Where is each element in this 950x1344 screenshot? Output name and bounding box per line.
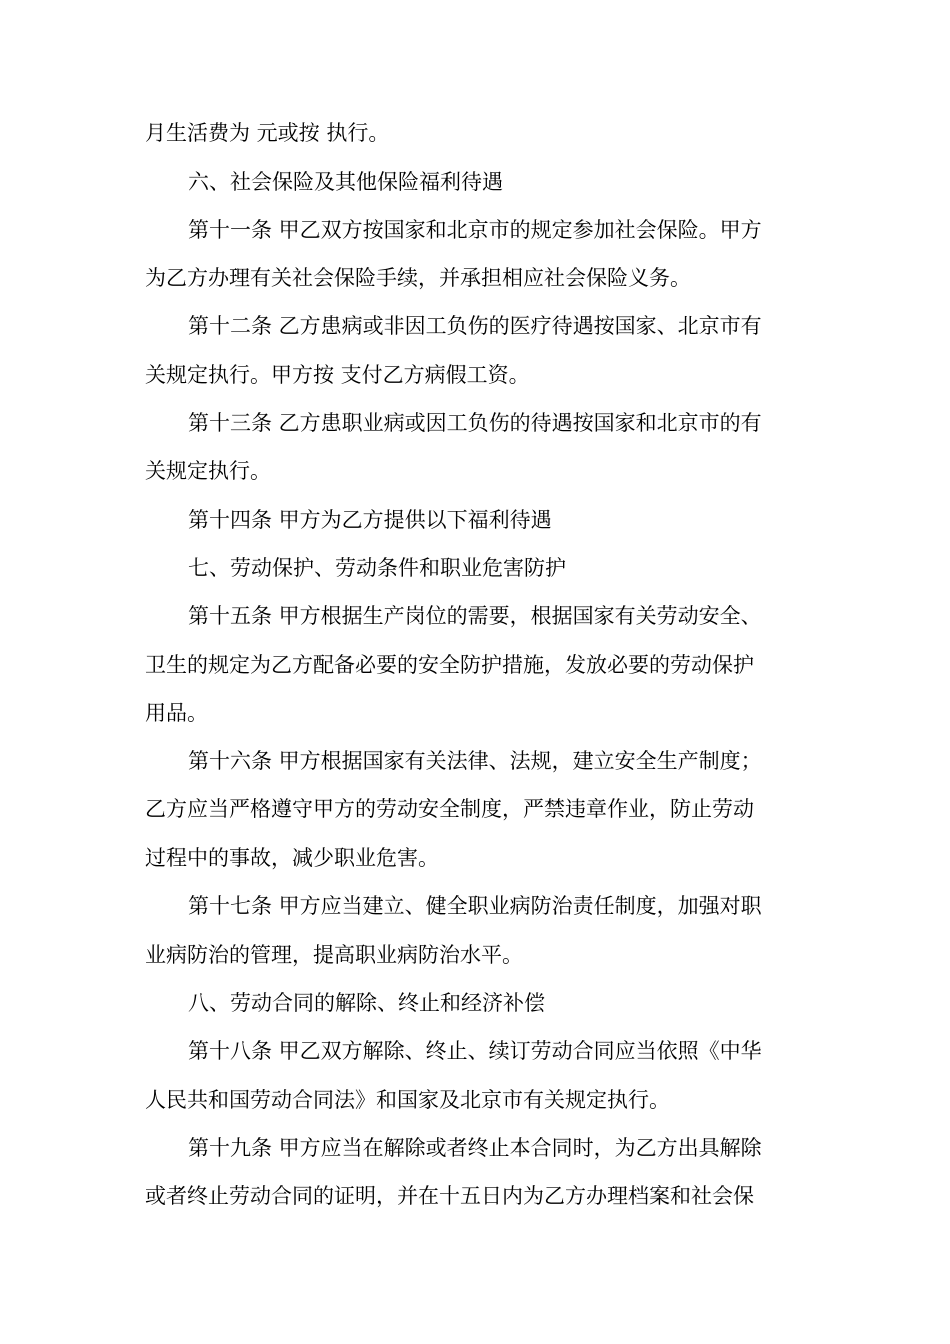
article-15-line-3: 用品。 [145, 701, 208, 725]
article-11-line-1: 第十一条 甲乙双方按国家和北京市的规定参加社会保险。甲方 [188, 218, 762, 242]
article-16-line-2: 乙方应当严格遵守甲方的劳动安全制度，严禁违章作业，防止劳动 [145, 797, 754, 821]
article-12-line-1: 第十二条 乙方患病或非因工负伤的医疗待遇按国家、北京市有 [188, 314, 762, 338]
article-16-line-1: 第十六条 甲方根据国家有关法律、法规，建立安全生产制度； [188, 749, 762, 773]
text-line-1: 月生活费为 元或按 执行。 [145, 121, 390, 145]
article-19-line-2: 或者终止劳动合同的证明，并在十五日内为乙方办理档案和社会保 [145, 1184, 754, 1208]
article-13-line-2: 关规定执行。 [145, 459, 271, 483]
article-17-line-1: 第十七条 甲方应当建立、健全职业病防治责任制度，加强对职 [188, 894, 762, 918]
article-19-line-1: 第十九条 甲方应当在解除或者终止本合同时，为乙方出具解除 [188, 1136, 762, 1160]
article-12-line-2: 关规定执行。甲方按 支付乙方病假工资。 [145, 363, 530, 387]
article-15-line-2: 卫生的规定为乙方配备必要的安全防护措施，发放必要的劳动保护 [145, 653, 754, 677]
article-16-line-3: 过程中的事故，减少职业危害。 [145, 846, 439, 870]
article-11-line-2: 为乙方办理有关社会保险手续，并承担相应社会保险义务。 [145, 266, 691, 290]
article-17-line-2: 业病防治的管理，提高职业病防治水平。 [145, 943, 523, 967]
article-13-line-1: 第十三条 乙方患职业病或因工负伤的待遇按国家和北京市的有 [188, 411, 762, 435]
section-heading-termination: 八、劳动合同的解除、终止和经济补偿 [188, 991, 545, 1015]
section-heading-social-insurance: 六、社会保险及其他保险福利待遇 [188, 170, 503, 194]
article-15-line-1: 第十五条 甲方根据生产岗位的需要，根据国家有关劳动安全、 [188, 604, 762, 628]
article-18-line-1: 第十八条 甲乙双方解除、终止、续订劳动合同应当依照《中华 [188, 1039, 762, 1063]
article-14: 第十四条 甲方为乙方提供以下福利待遇 [188, 508, 552, 532]
article-18-line-2: 人民共和国劳动合同法》和国家及北京市有关规定执行。 [145, 1088, 670, 1112]
section-heading-labor-protection: 七、劳动保护、劳动条件和职业危害防护 [188, 556, 566, 580]
